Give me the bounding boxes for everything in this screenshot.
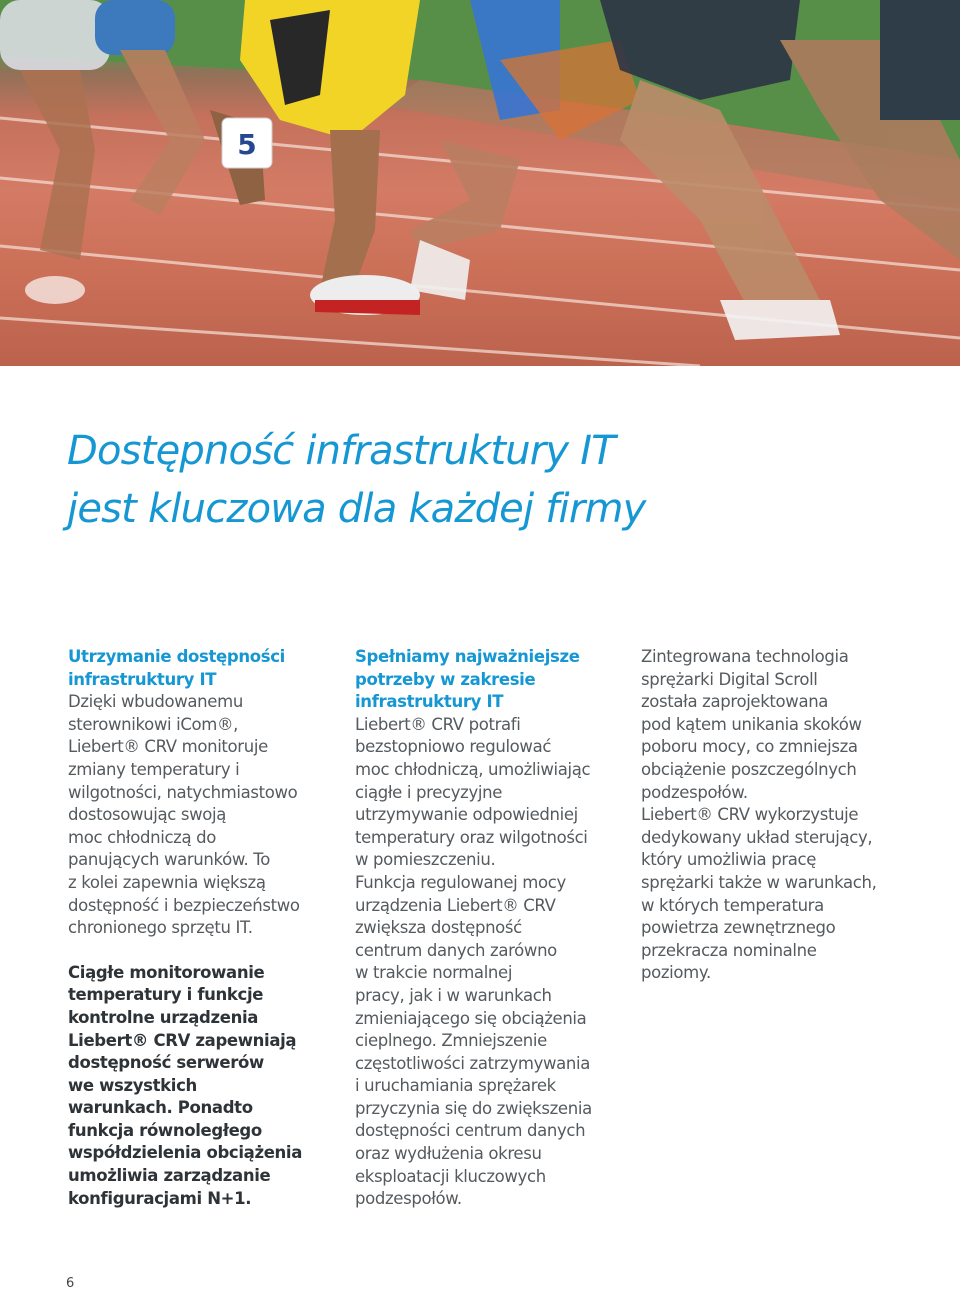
column-2-body-line: moc chłodniczą, umożliwiając — [355, 759, 591, 779]
column-1-body-line: panujących warunków. To — [68, 850, 270, 870]
column-2-body-line: częstotliwości zatrzymywania — [355, 1053, 591, 1073]
column-2-body-line: zmieniającego się obciążenia — [355, 1008, 587, 1028]
column-1-body-line: dostępność i bezpieczeństwo — [68, 895, 300, 915]
column-3-body-line: powietrza zewnętrznego — [641, 918, 836, 938]
paragraph-gap — [68, 940, 338, 962]
column-3 — [641, 646, 931, 985]
column-1-bold-line: współdzielenia obciążenia — [68, 1143, 303, 1163]
column-1 — [68, 646, 338, 1210]
column-1-body-line: Liebert® CRV monitoruje — [68, 737, 268, 757]
column-3-body-line: sprężarki także w warunkach, — [641, 872, 877, 892]
column-2-body-line: Liebert® CRV potrafi — [355, 714, 521, 734]
column-2-body-line: przyczynia się do zwiększenia — [355, 1098, 592, 1118]
column-1-bold-line: konfiguracjami N+1. — [68, 1188, 252, 1208]
title-line-2: jest kluczowa dla każdej firmy — [67, 486, 646, 532]
column-1-bold-line: warunkach. Ponadto — [68, 1098, 253, 1118]
column-3-body-line: Zintegrowana technologia — [641, 647, 849, 666]
column-2-body-line: zwiększa dostępność — [355, 918, 522, 938]
column-2-body-line: eksploatacji kluczowych — [355, 1166, 546, 1186]
column-2 — [355, 646, 630, 1211]
column-1-bold-line: Ciągłe monitorowanie — [68, 962, 265, 982]
column-2-heading-line: potrzeby w zakresie — [355, 669, 536, 689]
column-2-body-line: urządzenia Liebert® CRV — [355, 895, 556, 915]
bib-number: 5 — [237, 128, 257, 161]
title-line-1: Dostępność infrastruktury IT — [67, 428, 615, 474]
column-1-bold-line: kontrolne urządzenia — [68, 1007, 259, 1027]
column-2-body-line: dostępności centrum danych — [355, 1121, 586, 1141]
column-1-heading-line: Utrzymanie dostępności — [68, 647, 285, 666]
column-3-body-line: sprężarki Digital Scroll — [641, 669, 818, 689]
column-2-heading-line: infrastruktury IT — [355, 692, 504, 712]
column-3-body-line: przekracza nominalne — [641, 940, 817, 960]
page-number: 6 — [66, 1276, 75, 1291]
column-1-body-line: chronionego sprzętu IT. — [68, 918, 253, 938]
column-3-body-line: dedykowany układ sterujący, — [641, 827, 873, 847]
column-2-body-line: pracy, jak i w warunkach — [355, 985, 552, 1005]
column-2-body-line: oraz wydłużenia okresu — [355, 1144, 542, 1164]
column-1-bold-line: dostępność serwerów — [68, 1053, 264, 1073]
column-1-body-line: sterownikowi iCom®, — [68, 714, 239, 734]
column-2-body-line: bezstopniowo regulować — [355, 737, 552, 757]
column-2-body-line: w trakcie normalnej — [355, 963, 513, 983]
hero-photo — [0, 0, 960, 366]
column-1-bold-line: we wszystkich — [68, 1075, 197, 1095]
column-2-body-line: w pomieszczeniu. — [355, 850, 496, 870]
page-title — [67, 422, 927, 538]
column-1-heading-line: infrastruktury IT — [68, 669, 217, 689]
column-2-body-line: cieplnego. Zmniejszenie — [355, 1031, 547, 1051]
column-1-body-line: Dzięki wbudowanemu — [68, 692, 243, 712]
column-3-body-line: w których temperatura — [641, 895, 824, 915]
column-2-body-line: centrum danych zarówno — [355, 940, 557, 960]
column-1-bold-line: temperatury i funkcje — [68, 985, 264, 1005]
column-2-body-line: i uruchamiania sprężarek — [355, 1076, 556, 1096]
column-1-bold-line: Liebert® CRV zapewniają — [68, 1030, 297, 1050]
column-3-body-line: pod kątem unikania skoków — [641, 714, 862, 734]
column-1-body-line: dostosowując swoją — [68, 805, 226, 825]
column-3-body-line: Liebert® CRV wykorzystuje — [641, 805, 859, 825]
column-3-body-line: poziomy. — [641, 963, 711, 983]
column-1-body-line: wilgotności, natychmiastowo — [68, 782, 298, 802]
column-1-body-line: moc chłodniczą do — [68, 827, 217, 847]
column-3-body-line: została zaprojektowana — [641, 692, 829, 712]
column-2-heading-line: Spełniamy najważniejsze — [355, 647, 580, 666]
sprinters-illustration — [0, 0, 960, 366]
column-1-body-line: z kolei zapewnia większą — [68, 872, 266, 892]
column-2-body-line: Funkcja regulowanej mocy — [355, 872, 566, 892]
column-3-body-line: podzespołów. — [641, 782, 748, 802]
column-3-body-line: obciążenie poszczególnych — [641, 759, 857, 779]
column-1-bold-line: umożliwia zarządzanie — [68, 1166, 271, 1186]
column-2-body-line: podzespołów. — [355, 1189, 462, 1209]
column-2-body-line: utrzymywanie odpowiedniej — [355, 805, 578, 825]
column-2-body-line: temperatury oraz wilgotności — [355, 827, 588, 847]
column-2-body-line: ciągłe i precyzyjne — [355, 782, 503, 802]
column-3-body-line: który umożliwia pracę — [641, 850, 817, 870]
column-3-body-line: poboru mocy, co zmniejsza — [641, 737, 858, 757]
column-1-body-line: zmiany temperatury i — [68, 759, 240, 779]
column-1-bold-line: funkcja równoległego — [68, 1120, 262, 1140]
